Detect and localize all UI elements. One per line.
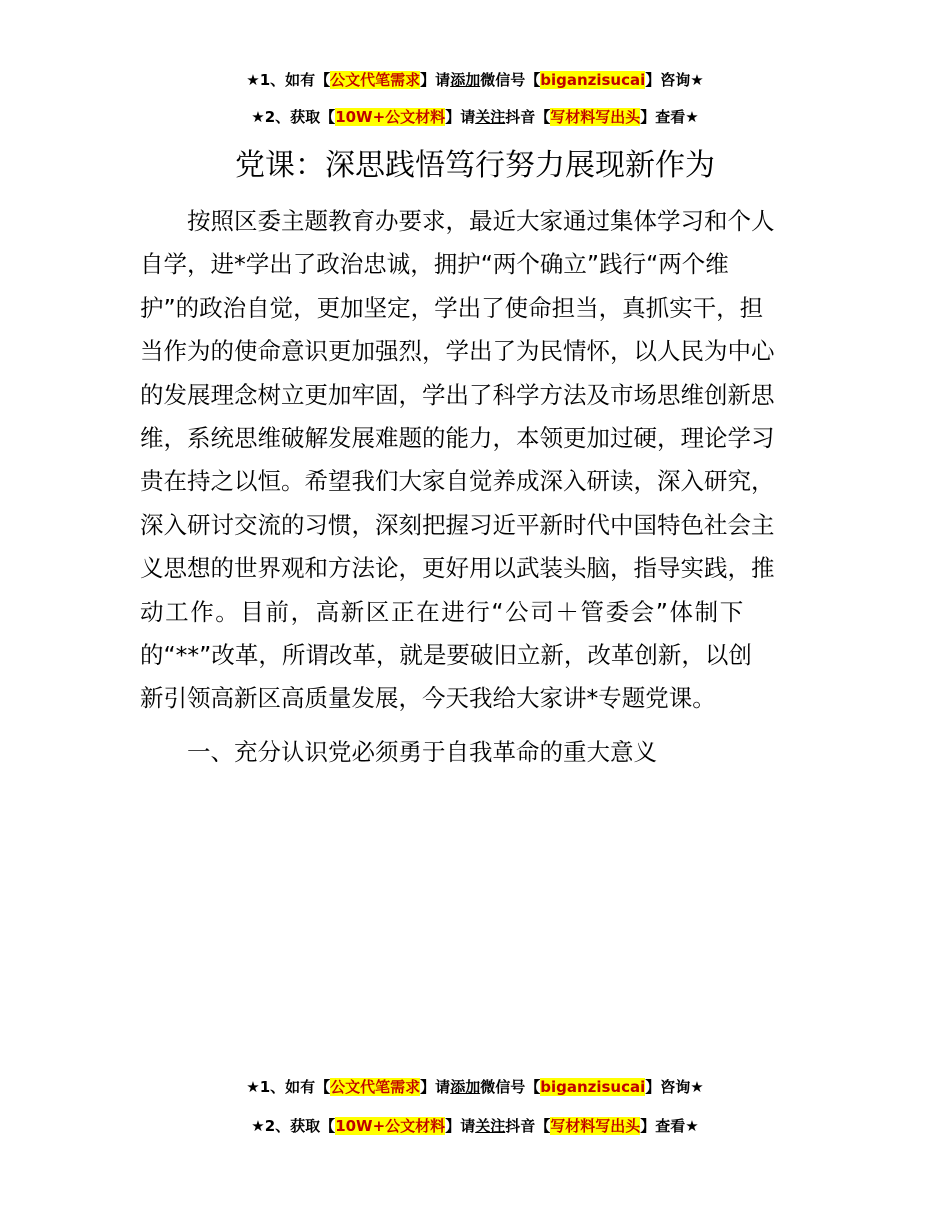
promo-bottom-line-1 <box>0 1077 950 1097</box>
paragraph-line: 维，系统思维破解发展难题的能力，本领更加过硬，理论学习 <box>140 424 775 453</box>
body-paragraph <box>140 200 812 721</box>
document-title: 党课：深思践悟笃行努力展现新作为 <box>235 148 715 183</box>
promo-bottom-line-2 <box>0 1116 950 1136</box>
section-heading: 一、充分认识党必须勇于自我革命的重大意义 <box>187 738 657 766</box>
paragraph-line: 的发展理念树立更加牢固，学出了科学方法及市场思维创新思 <box>140 380 775 409</box>
promo-suffix: 】查看★ <box>640 108 699 126</box>
promo-suffix: 】咨询★ <box>645 71 704 89</box>
promo-top-line-2 <box>0 107 950 127</box>
paragraph-line: 义思想的世界观和方法论，更好用以武装头脑，指导实践，推 <box>140 554 775 583</box>
paragraph-line: 新引领高新区高质量发展，今天我给大家讲*专题党课。 <box>140 684 716 713</box>
promo-highlight: 公文代笔需求 <box>330 71 421 89</box>
promo-text: 微信号【 <box>480 71 541 89</box>
promo-highlight: 10W+公文材料 <box>335 1117 446 1135</box>
promo-top-line-1 <box>0 70 950 90</box>
promo-text: 】请 <box>445 108 476 126</box>
promo-highlight-wechat: biganzisucai <box>540 1078 646 1096</box>
promo-highlight: 10W+公文材料 <box>335 108 446 126</box>
paragraph-line: 当作为的使命意识更加强烈，学出了为民情怀，以人民为中心 <box>140 337 775 366</box>
promo-text: 微信号【 <box>480 1078 541 1096</box>
paragraph-line: 自学，进*学出了政治忠诚，拥护“两个确立”践行“两个维 <box>140 250 729 279</box>
promo-underlined: 添加 <box>450 1078 481 1096</box>
paragraph-line: 贵在持之以恒。希望我们大家自觉养成深入研读，深入研究， <box>140 467 775 496</box>
promo-suffix: 】咨询★ <box>645 1078 704 1096</box>
paragraph-line: 深入研讨交流的习惯，深刻把握习近平新时代中国特色社会主 <box>140 510 775 539</box>
promo-highlight-wechat: biganzisucai <box>540 71 646 89</box>
paragraph-line: 护”的政治自觉，更加坚定，学出了使命担当，真抓实干，担 <box>140 293 764 322</box>
promo-underlined: 关注 <box>475 108 506 126</box>
paragraph-line: 动工作。目前，高新区正在进行“公司＋管委会”体制下 <box>140 597 745 626</box>
promo-text: 抖音【 <box>505 108 551 126</box>
promo-text: 】请 <box>445 1117 476 1135</box>
promo-prefix: ★1、如有【 <box>246 71 331 89</box>
promo-text: 】请 <box>420 71 451 89</box>
document-body <box>140 200 812 721</box>
promo-text: 】请 <box>420 1078 451 1096</box>
promo-prefix: ★1、如有【 <box>246 1078 331 1096</box>
promo-underlined: 添加 <box>450 71 481 89</box>
promo-prefix: ★2、获取【 <box>251 1117 336 1135</box>
paragraph-line: 按照区委主题教育办要求，最近大家通过集体学习和个人 <box>187 207 775 235</box>
promo-text: 抖音【 <box>505 1117 551 1135</box>
promo-highlight-douyin: 写材料写出头 <box>550 108 641 126</box>
promo-prefix: ★2、获取【 <box>251 108 336 126</box>
promo-underlined: 关注 <box>475 1117 506 1135</box>
promo-highlight-douyin: 写材料写出头 <box>550 1117 641 1135</box>
promo-suffix: 】查看★ <box>640 1117 699 1135</box>
paragraph-line: 的“**”改革，所谓改革，就是要破旧立新，改革创新，以创 <box>140 641 752 670</box>
promo-highlight: 公文代笔需求 <box>330 1078 421 1096</box>
